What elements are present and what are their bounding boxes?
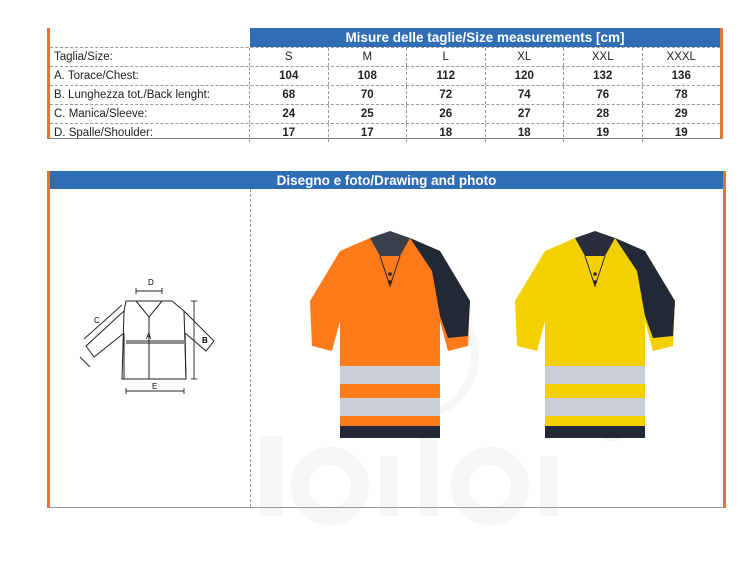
table-cell: 19 — [674, 127, 688, 139]
table-cell: 29 — [674, 108, 688, 120]
table-cell: 72 — [407, 86, 486, 104]
yellow-polo-photo — [505, 226, 685, 456]
size-col-m: M — [329, 48, 408, 66]
row-label-back-length: B. Lunghezza tot./Back lenght: — [50, 86, 250, 104]
table-cell: 76 — [564, 86, 643, 104]
drawing-photo-panel — [47, 171, 726, 508]
orange-polo-photo — [300, 226, 480, 456]
table-cell: 78 — [674, 89, 688, 101]
row-label-chest: A. Torace/Chest: — [50, 67, 250, 85]
size-table-header — [50, 28, 720, 47]
table-cell: 136 — [671, 70, 691, 82]
size-col-xxxl: XXXL — [666, 51, 696, 63]
table-cell: 108 — [329, 67, 408, 85]
table-row-shoulder — [50, 123, 720, 142]
table-cell: 70 — [329, 86, 408, 104]
drawing-panel-title: Disegno e foto/Drawing and photo — [50, 171, 723, 189]
table-cell: 26 — [407, 105, 486, 123]
row-label-sleeve: C. Manica/Sleeve: — [50, 105, 250, 123]
table-row-back-length — [50, 85, 720, 104]
table-cell: 24 — [250, 105, 329, 123]
table-cell: 25 — [329, 105, 408, 123]
table-cell: 74 — [486, 86, 565, 104]
row-label-shoulder: D. Spalle/Shoulder: — [50, 124, 250, 142]
table-cell: 112 — [407, 67, 486, 85]
size-col-xl: XL — [486, 48, 565, 66]
size-measurements-table — [47, 28, 723, 139]
panel-divider — [250, 189, 251, 507]
size-table-title: Misure delle taglie/Size measurements [cm] — [250, 28, 720, 47]
table-cell: 120 — [486, 67, 565, 85]
table-cell: 27 — [486, 105, 565, 123]
sketch-label-b: B — [202, 336, 208, 345]
table-cell: 19 — [564, 124, 643, 142]
table-row-chest — [50, 66, 720, 85]
table-cell: 68 — [250, 86, 329, 104]
sketch-label-e: E — [152, 382, 158, 391]
size-col-s: S — [250, 48, 329, 66]
sketch-label-a: A — [146, 332, 152, 341]
size-col-xxl: XXL — [564, 48, 643, 66]
garment-sketch — [64, 271, 234, 401]
table-cell: 18 — [486, 124, 565, 142]
table-row-sleeve — [50, 104, 720, 123]
size-header-label: Taglia/Size: — [50, 48, 250, 66]
sketch-label-d: D — [148, 278, 154, 287]
size-header-row — [50, 47, 720, 66]
table-cell: 28 — [564, 105, 643, 123]
table-cell: 132 — [564, 67, 643, 85]
sketch-label-c: C — [94, 316, 100, 325]
table-cell: 18 — [407, 124, 486, 142]
table-cell: 104 — [250, 67, 329, 85]
table-cell: 17 — [329, 124, 408, 142]
size-col-l: L — [407, 48, 486, 66]
table-cell: 17 — [250, 124, 329, 142]
